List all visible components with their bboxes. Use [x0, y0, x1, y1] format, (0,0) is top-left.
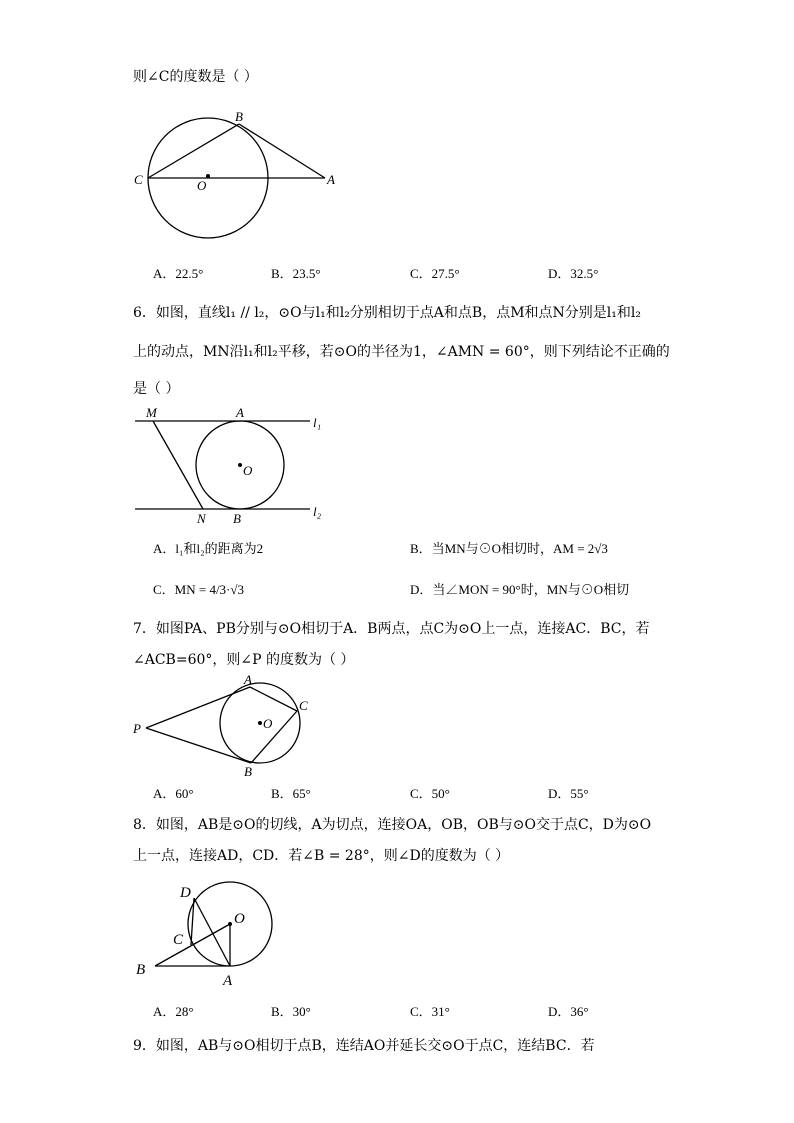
q6-label-l2: l₂ — [313, 504, 322, 519]
q6-question-line-3: 是（ ） — [133, 381, 180, 397]
q8-option-c: C．31° — [410, 1004, 450, 1019]
q7-line-ac — [250, 687, 297, 711]
q8-figure — [130, 878, 290, 993]
q5-figure — [130, 105, 350, 245]
q5-line-ba — [239, 124, 325, 178]
q7-label-p: P — [133, 721, 141, 736]
q7-line-pb — [146, 728, 251, 763]
q6-label-a: A — [236, 405, 244, 420]
q7-label-c: C — [299, 698, 308, 713]
q6-option-b: B．当MN与⊙O相切时，AM = 2√3 — [410, 541, 608, 556]
q8-label-b: B — [136, 962, 146, 978]
q6-center-dot — [238, 463, 242, 467]
q5-question-text: 则∠C的度数是（ ） — [133, 69, 258, 85]
q6-label-n: N — [197, 511, 206, 526]
q6-option-c: C．MN = 4/3·√3 — [153, 582, 245, 597]
q5-option-d: D．32.5° — [548, 266, 599, 281]
q5-option-a: A．22.5° — [153, 266, 204, 281]
q8-option-b: B．30° — [271, 1004, 311, 1019]
q8-question-line-2: 上一点，连接AD，CD．若∠B = 28°，则∠D的度数为（ ） — [133, 848, 510, 864]
q5-center-dot — [206, 174, 210, 178]
q8-option-d: D．36° — [548, 1004, 589, 1019]
q8-line-ad — [194, 898, 230, 966]
q6-label-b: B — [233, 511, 241, 526]
q7-option-b: B．65° — [271, 786, 311, 801]
q7-line-bc — [251, 711, 297, 763]
q7-option-a: A．60° — [153, 786, 194, 801]
q7-option-c: C．50° — [410, 786, 450, 801]
q6-option-d: D．当∠MON = 90°时，MN与⊙O相切 — [410, 582, 630, 597]
q6-label-m: M — [146, 405, 157, 420]
q7-figure — [130, 672, 330, 780]
q8-label-a: A — [223, 973, 233, 989]
q7-option-d: D．55° — [548, 786, 589, 801]
q5-label-o: O — [197, 178, 207, 193]
q7-question-line-2: ∠ACB=60°，则∠P 的度数为（ ） — [133, 652, 355, 668]
q5-line-cb — [148, 124, 239, 178]
q6-label-l1: l₁ — [313, 415, 322, 430]
q7-center-dot — [258, 721, 262, 725]
q7-line-pa — [146, 687, 250, 728]
q7-label-a: A — [244, 672, 252, 687]
q8-option-a: A．28° — [153, 1004, 194, 1019]
q7-question-line-1: 7．如图PA、PB分别与⊙O相切于A．B两点，点C为⊙O上一点，连接AC．BC，若 — [133, 621, 650, 637]
q6-question-line-1: 6．如图，直线l₁ // l₂，⊙O与l₁和l₂分别相切于点A和点B，点M和点N分别是l₁和l₂ — [133, 305, 641, 321]
q5-label-a: A — [327, 172, 335, 187]
q5-option-b: B．23.5° — [271, 266, 321, 281]
q8-center-dot — [228, 922, 232, 926]
q5-label-b: B — [235, 109, 243, 124]
q6-label-o: O — [243, 463, 253, 478]
q6-option-a: A．l₁和l₂的距离为2 — [153, 541, 264, 556]
q8-label-c: C — [173, 932, 184, 948]
q9-question-line-1: 9．如图，AB与⊙O相切于点B，连结AO并延长交⊙O于点C，连结BC．若 — [133, 1038, 595, 1054]
q8-label-d: D — [180, 885, 191, 901]
q5-option-c: C．27.5° — [410, 266, 460, 281]
q7-label-b: B — [244, 764, 252, 779]
q5-label-c: C — [134, 172, 143, 187]
q6-figure — [130, 402, 340, 527]
q7-label-o: O — [263, 716, 273, 731]
q6-question-line-2: 上的动点，MN沿l₁和l₂平移，若⊙O的半径为1，∠AMN = 60°，则下列结论不正确的 — [133, 344, 670, 360]
q8-label-o: O — [234, 911, 245, 927]
q8-question-line-1: 8．如图，AB是⊙O的切线，A为切点，连接OA，OB，OB与⊙O交于点C，D为⊙O — [133, 817, 652, 833]
